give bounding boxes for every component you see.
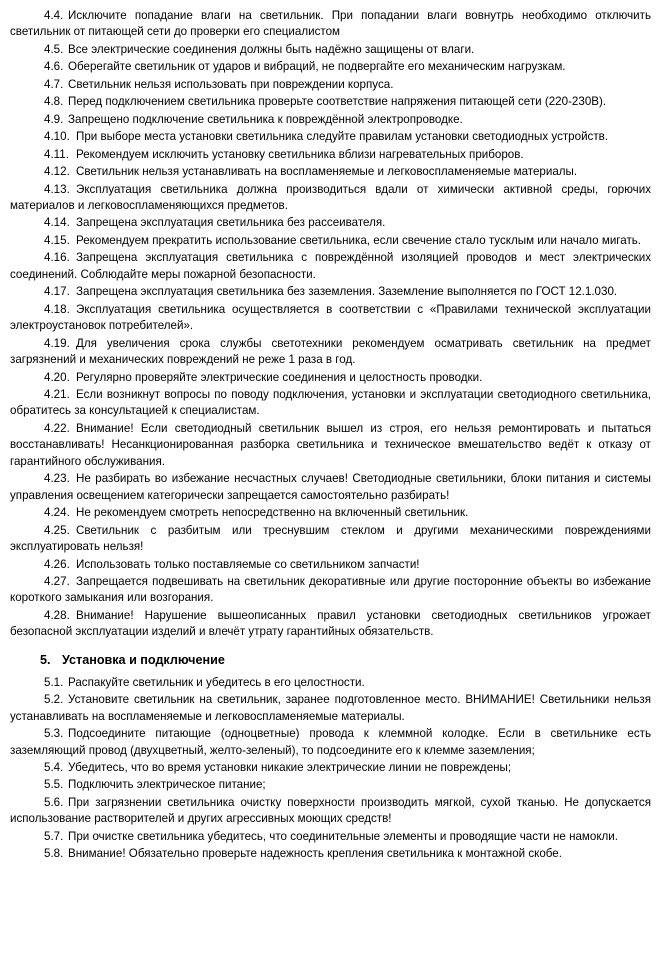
paragraph-number: 4.14.: [44, 216, 70, 230]
paragraph-number: 4.7.: [44, 77, 64, 91]
paragraph-number: 4.15.: [44, 233, 70, 247]
paragraph: [10, 726, 651, 759]
paragraph: [10, 8, 651, 41]
paragraph-number: 4.24.: [44, 506, 70, 520]
paragraph-text: Рекомендуем исключить установку светильника вблизи нагревательных приборов.: [76, 147, 524, 161]
paragraph-number: 5.4.: [44, 761, 64, 775]
paragraph-number: 5.8.: [44, 847, 64, 861]
paragraph: [10, 233, 651, 249]
paragraph: [10, 387, 651, 420]
paragraph-number: 4.5.: [44, 42, 64, 56]
paragraph-text: Исключите попадание влаги на светильник. При попадании влаги вовнутрь необходимо отключить светильник от питающей сети до проверки его специалистом: [10, 9, 651, 39]
paragraph: [10, 370, 651, 386]
paragraph-text: Не рекомендуем смотреть непосредственно на включенный светильник.: [76, 506, 469, 520]
section-title: Установка и подключение: [62, 652, 225, 667]
paragraph-number: 4.19.: [44, 336, 70, 350]
paragraph-text: Для увеличения срока службы светотехники рекомендуем осматривать светильник на предмет загрязнений и механических повреждений не реже 1 раза в год.: [10, 336, 651, 367]
paragraph-list-5: [10, 675, 651, 863]
paragraph-text: Запрещена эксплуатация светильника с повреждённой изоляцией проводов и мест электрических соединений. Соблюдайте меры пожарной безопасности.: [10, 251, 651, 281]
paragraph-number: 4.25.: [44, 523, 70, 537]
paragraph: [10, 523, 651, 556]
paragraph: [10, 692, 651, 725]
paragraph-text: Внимание! Нарушение вышеописанных правил установки светодиодных светильников угрожает безопасной эксплуатации изделий и влечёт утрату гарантийных обязательств.: [10, 608, 651, 639]
paragraph: [10, 59, 651, 75]
paragraph-text: Оберегайте светильник от ударов и вибраций, не подвергайте его механическим нагрузкам.: [68, 60, 566, 74]
section-number: 5.: [40, 652, 51, 667]
paragraph-text: Убедитесь, что во время установки никакие электрические линии не повреждены;: [68, 761, 512, 775]
paragraph: [10, 94, 651, 110]
paragraph: [10, 164, 651, 180]
paragraph-number: 4.11.: [44, 147, 69, 161]
paragraph: [10, 557, 651, 573]
paragraph: [10, 760, 651, 776]
paragraph: [10, 112, 651, 128]
paragraph-number: 5.7.: [44, 829, 64, 843]
paragraph-text: При выборе места установки светильника следуйте правилам установки светодиодных устройств.: [76, 130, 609, 144]
paragraph-number: 4.8.: [44, 95, 64, 109]
paragraph-text: Светильник с разбитым или треснувшим стеклом и другими механическими повреждениями эксплуатировать нельзя!: [10, 523, 651, 554]
paragraph-number: 4.23.: [44, 472, 70, 486]
paragraph-number: 4.13.: [44, 182, 70, 196]
paragraph-text: Установите светильник на светильник, заранее подготовленное место. ВНИМАНИЕ! Светильники нельзя устанавливать на воспламеняемые и легковоспламеняемые материалы.: [10, 693, 651, 723]
paragraph: [10, 471, 651, 504]
paragraph-text: При очистке светильника убедитесь, что соединительные элементы и проводящие части не намокли.: [68, 829, 619, 843]
section-heading: [10, 653, 651, 667]
paragraph-number: 4.21.: [44, 387, 70, 401]
paragraph: [10, 302, 651, 335]
paragraph-number: 4.4.: [44, 9, 64, 22]
paragraph-number: 4.9.: [44, 112, 64, 126]
paragraph-number: 4.26.: [44, 557, 70, 571]
paragraph: [10, 829, 651, 845]
paragraph-text: Внимание! Если светодиодный светильник вышел из строя, его нельзя ремонтировать и пытаться восстанавливать! Несанкционированная разборка светильника и техническое вмешательство ведёт к отказу от гарантийного обслуживания.: [10, 421, 651, 468]
paragraph-number: 4.10.: [44, 130, 70, 144]
paragraph-text: При загрязнении светильника очистку поверхности производить мягкой, сухой тканью. Не допускается использование растворителей и других агрессивных моющих средств!: [10, 795, 651, 826]
paragraph-text: Внимание! Обязательно проверьте надежность крепления светильника к монтажной скобе.: [68, 847, 562, 861]
paragraph: [10, 129, 651, 145]
paragraph: [10, 846, 651, 862]
paragraph-text: Светильник нельзя устанавливать на воспламеняемые и легковоспламеняемые материалы.: [76, 165, 578, 179]
paragraph: [10, 675, 651, 691]
paragraph-number: 4.17.: [44, 285, 70, 299]
paragraph: [10, 284, 651, 300]
paragraph: [10, 42, 651, 58]
paragraph: [10, 250, 651, 283]
paragraph-number: 5.2.: [44, 693, 64, 707]
paragraph: [10, 505, 651, 521]
paragraph: [10, 336, 651, 369]
paragraph-number: 5.3.: [44, 727, 64, 741]
paragraph: [10, 795, 651, 828]
paragraph-text: Запрещена эксплуатация светильника без рассеивателя.: [76, 216, 386, 230]
paragraph-number: 4.28.: [44, 608, 70, 622]
paragraph-text: Подсоедините питающие (одноцветные) провода к клеммной колодке. Если в светильнике есть заземляющий провод (двухцветный, желто-зеленый), то подсоедините его к клемме заземления;: [10, 727, 651, 757]
paragraph-text: Запрещена эксплуатация светильника без заземления. Заземление выполняется по ГОСТ 12.1.030.: [76, 285, 618, 299]
paragraph-number: 4.12.: [44, 165, 70, 179]
paragraph: [10, 421, 651, 470]
paragraph-text: Рекомендуем прекратить использование светильника, если свечение стало тусклым или начало мигать.: [76, 233, 642, 247]
paragraph-number: 4.18.: [44, 302, 70, 316]
paragraph-number: 5.6.: [44, 795, 64, 809]
paragraph: [10, 574, 651, 607]
paragraph-text: Если возникнут вопросы по поводу подключения, установки и эксплуатации светодиодного светильника, обратитесь за консультацией к специалистам.: [10, 387, 651, 418]
paragraph-number: 4.6.: [44, 60, 64, 74]
paragraph: [10, 608, 651, 641]
paragraph-text: Использовать только поставляемые со светильником запчасти!: [76, 557, 420, 571]
paragraph: [10, 777, 651, 793]
paragraph-number: 4.27.: [44, 574, 70, 588]
paragraph: [10, 77, 651, 93]
paragraph-text: Запрещено подключение светильника к повреждённой электропроводке.: [68, 112, 463, 126]
paragraph-list-4: [10, 8, 651, 641]
paragraph-text: Не разбирать во избежание несчастных случаев! Светодиодные светильники, блоки питания и системы управления освещением категорически запрещается самостоятельно разбирать!: [10, 472, 651, 502]
paragraph-text: Запрещается подвешивать на светильник декоративные или другие посторонние объекты во избежание короткого замыкания или возгорания.: [10, 574, 651, 605]
paragraph-text: Подключить электрическое питание;: [68, 778, 266, 792]
paragraph-number: 4.22.: [44, 421, 70, 435]
paragraph-text: Регулярно проверяйте электрические соединения и целостность проводки.: [76, 370, 483, 384]
paragraph-number: 5.5.: [44, 778, 64, 792]
paragraph: [10, 182, 651, 215]
paragraph: [10, 147, 651, 163]
paragraph-number: 4.16.: [44, 251, 70, 265]
paragraph-number: 5.1.: [44, 675, 64, 689]
paragraph-text: Перед подключением светильника проверьте соответствие напряжения питающей сети (220-230В).: [68, 95, 607, 109]
paragraph-text: Эксплуатация светильника должна производиться вдали от химически активной среды, горючих материалов и легковоспламеняющихся предметов.: [10, 182, 651, 212]
paragraph-text: Распакуйте светильник и убедитесь в его целостности.: [68, 675, 365, 689]
paragraph-text: Все электрические соединения должны быть надёжно защищены от влаги.: [68, 42, 475, 56]
paragraph-text: Светильник нельзя использовать при повреждении корпуса.: [68, 77, 394, 91]
paragraph: [10, 215, 651, 231]
paragraph-number: 4.20.: [44, 370, 70, 384]
paragraph-text: Эксплуатация светильника осуществляется в соответствии с «Правилами технической эксплуатации электроустановок потребителей».: [10, 302, 651, 333]
